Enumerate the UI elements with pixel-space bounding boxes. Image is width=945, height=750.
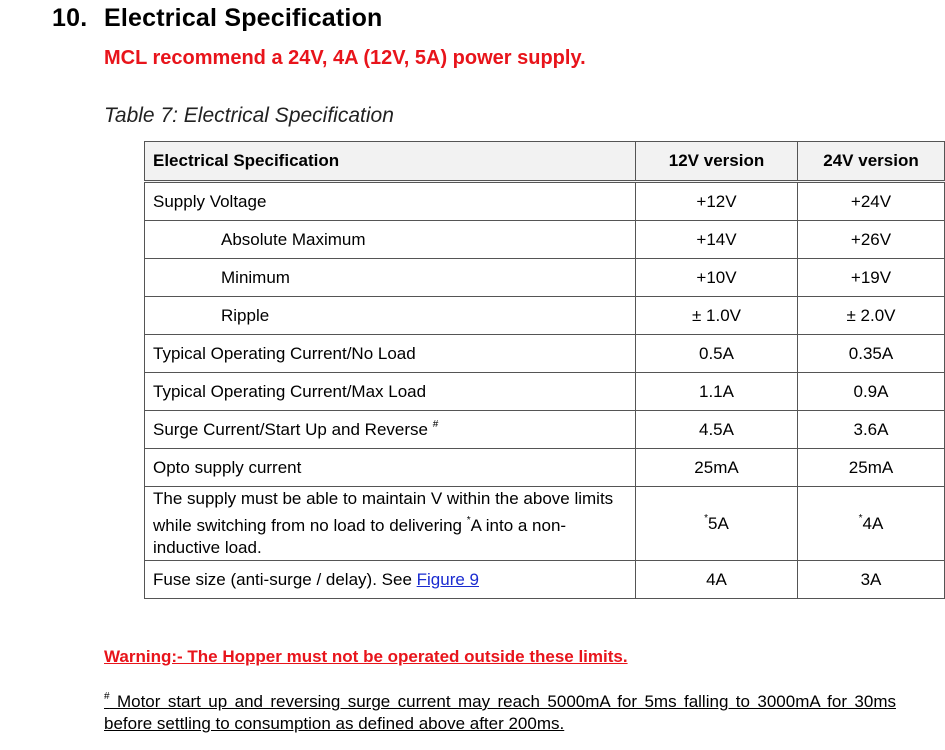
row-24v-value: +26V	[798, 221, 945, 259]
asterisk-mark: *	[858, 513, 863, 524]
warning-text: Warning:- The Hopper must not be operated outside these limits.	[104, 647, 628, 666]
table-row	[145, 561, 945, 599]
row-12v-value: +10V	[636, 259, 798, 297]
section-title: Electrical Specification	[104, 4, 383, 32]
row-24v-value: 3A	[798, 561, 945, 599]
table-row	[145, 297, 945, 335]
row-label-part-b: A into a non-inductive load.	[153, 516, 567, 557]
row-24v-value: 25mA	[798, 449, 945, 487]
table-caption: Table 7: Electrical Specification	[104, 104, 394, 127]
figure-9-link[interactable]: Figure 9	[416, 569, 479, 589]
row-12v-value: +12V	[636, 182, 798, 221]
electrical-spec-table	[144, 141, 945, 599]
row-label-part-a: The supply must be able to maintain V within the above limits while switching from no load to delivering	[153, 489, 614, 535]
row-24v-value: 0.35A	[798, 335, 945, 373]
table-row	[145, 335, 945, 373]
table-row	[145, 487, 945, 561]
header-24v: 24V version	[798, 142, 945, 182]
table-row	[145, 449, 945, 487]
row-12v-value: 5A	[708, 514, 729, 533]
header-12v: 12V version	[636, 142, 798, 182]
table-row	[145, 182, 945, 221]
row-label: Surge Current/Start Up and Reverse	[153, 420, 428, 439]
row-label: Ripple	[145, 297, 636, 335]
row-12v-value: 4.5A	[636, 411, 798, 449]
section-number: 10.	[52, 4, 88, 32]
table-header-row	[145, 142, 945, 182]
row-12v-value: 4A	[636, 561, 798, 599]
asterisk-mark: *	[704, 513, 709, 524]
row-12v-value: 1.1A	[636, 373, 798, 411]
row-24v-value-cell	[798, 487, 945, 561]
row-12v-value-cell	[636, 487, 798, 561]
header-spec: Electrical Specification	[145, 142, 636, 182]
table-row	[145, 373, 945, 411]
row-label: Fuse size (anti-surge / delay). See	[153, 569, 417, 589]
row-label: Typical Operating Current/Max Load	[145, 373, 636, 411]
row-label: Minimum	[145, 259, 636, 297]
table-row	[145, 411, 945, 449]
row-12v-value: +14V	[636, 221, 798, 259]
row-label: Absolute Maximum	[145, 221, 636, 259]
section-heading	[52, 4, 383, 33]
row-label-cell	[145, 561, 636, 599]
row-24v-value: 4A	[862, 514, 884, 533]
row-12v-value: ± 1.0V	[636, 297, 798, 335]
row-24v-value: ± 2.0V	[798, 297, 945, 335]
row-label: Opto supply current	[145, 449, 636, 487]
asterisk-mark: *	[466, 515, 471, 526]
row-12v-value: 25mA	[636, 449, 798, 487]
row-label-cell	[145, 487, 636, 561]
footnote-text: Motor start up and reversing surge current may reach 5000mA for 5ms falling to 3000mA for 30ms before settling to consumption as defined above after 200ms.	[104, 692, 896, 733]
surge-footnote	[104, 686, 896, 735]
footnote-hash-mark: #	[432, 419, 439, 430]
table-row	[145, 221, 945, 259]
row-12v-value: 0.5A	[636, 335, 798, 373]
power-supply-recommendation: MCL recommend a 24V, 4A (12V, 5A) power supply.	[104, 47, 586, 69]
row-label: Typical Operating Current/No Load	[145, 335, 636, 373]
row-label: Supply Voltage	[145, 182, 636, 221]
row-24v-value: 0.9A	[798, 373, 945, 411]
footnote-mark: #	[104, 691, 110, 702]
row-24v-value: +19V	[798, 259, 945, 297]
row-label-cell	[145, 411, 636, 449]
row-24v-value: 3.6A	[798, 411, 945, 449]
row-24v-value: +24V	[798, 182, 945, 221]
table-row	[145, 259, 945, 297]
